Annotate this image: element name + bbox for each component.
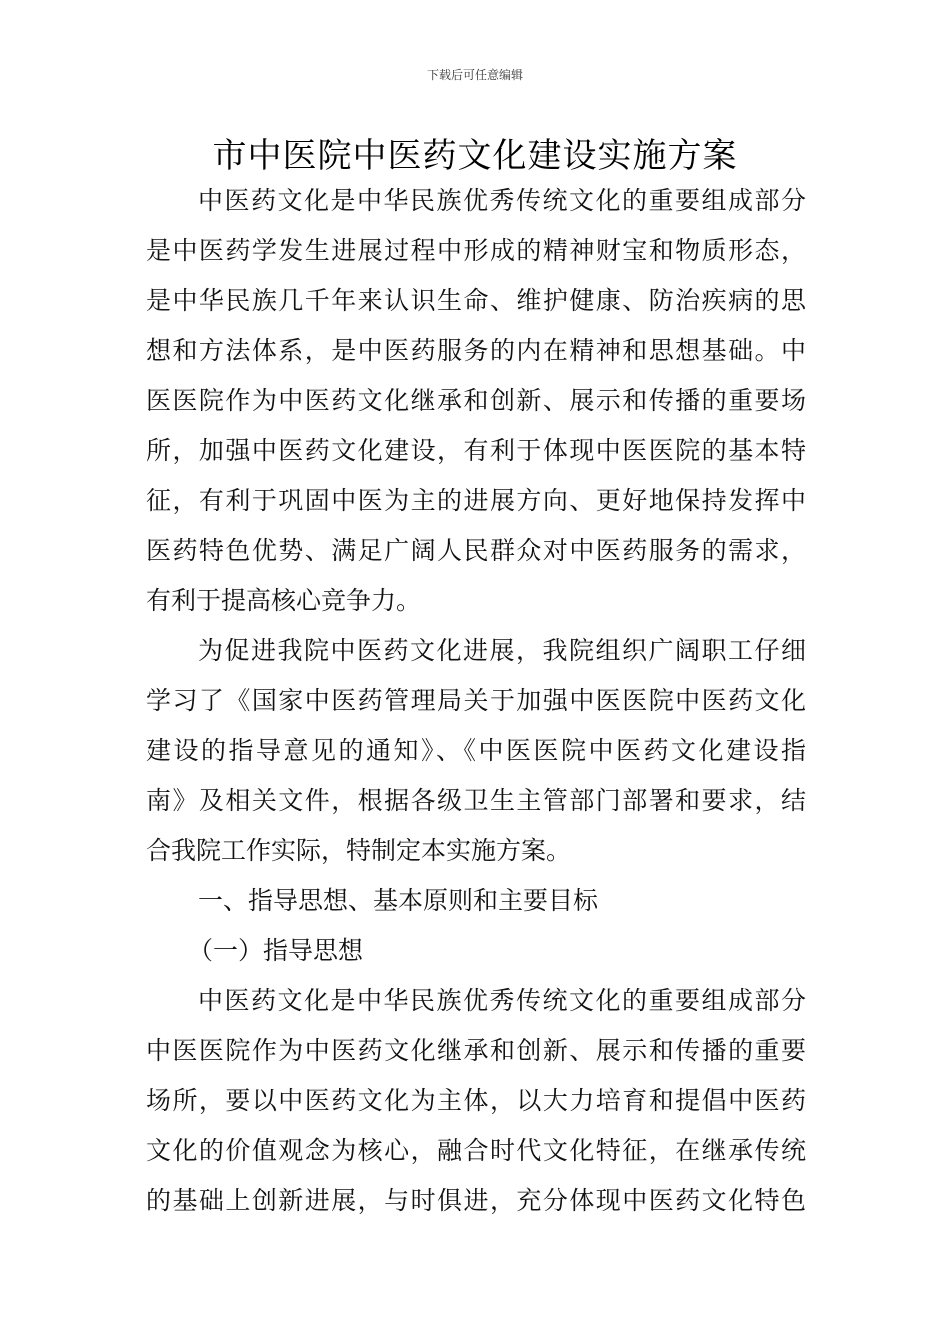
paragraph-line: 是中华民族几千年来认识生命、维护健康、防治疾病的思 (146, 286, 806, 315)
section-subheading: （一）指导思想 (188, 936, 364, 965)
section-heading: 一、指导思想、基本原则和主要目标 (198, 886, 599, 915)
paragraph-line: 所，加强中医药文化建设，有利于体现中医医院的基本特 (146, 436, 806, 465)
paragraph-line: 建设的指导意见的通知》、《中医医院中医药文化建设指 (146, 736, 806, 765)
paragraph-line: 征，有利于巩固中医为主的进展方向、更好地保持发挥中 (146, 486, 806, 515)
paragraph-line: 有利于提高核心竞争力。 (146, 586, 422, 615)
paragraph-line: 医药特色优势、满足广阔人民群众对中医药服务的需求， (146, 536, 806, 565)
paragraph-line: 中医药文化是中华民族优秀传统文化的重要组成部分 (198, 986, 806, 1015)
document-body (146, 176, 806, 1226)
paragraph-line: 南》及相关文件，根据各级卫生主管部门部署和要求，结 (146, 786, 806, 815)
header-note: 下载后可任意编辑 (426, 68, 523, 82)
paragraph-line: 学习了《国家中医药管理局关于加强中医医院中医药文化 (146, 686, 806, 715)
paragraph-line: 合我院工作实际，特制定本实施方案。 (146, 836, 572, 865)
paragraph-line: 的基础上创新进展，与时俱进，充分体现中医药文化特色 (146, 1186, 806, 1215)
paragraph-guiding-ideology (146, 976, 806, 1226)
paragraph-line: 中医药文化是中华民族优秀传统文化的重要组成部分 (198, 186, 806, 215)
paragraph-intro (146, 176, 806, 626)
paragraph-line: 想和方法体系，是中医药服务的内在精神和思想基础。中 (146, 336, 806, 365)
paragraph-purpose (146, 626, 806, 876)
paragraph-line: 为促进我院中医药文化进展，我院组织广阔职工仔细 (198, 636, 806, 665)
document-title: 市中医院中医药文化建设实施方案 (212, 136, 738, 176)
paragraph-line: 文化的价值观念为核心，融合时代文化特征，在继承传统 (146, 1136, 806, 1165)
paragraph-line: 医医院作为中医药文化继承和创新、展示和传播的重要场 (146, 386, 806, 415)
paragraph-line: 场所，要以中医药文化为主体，以大力培育和提倡中医药 (146, 1086, 806, 1115)
paragraph-line: 中医医院作为中医药文化继承和创新、展示和传播的重要 (146, 1036, 806, 1065)
paragraph-line: 是中医药学发生进展过程中形成的精神财宝和物质形态， (146, 236, 806, 265)
